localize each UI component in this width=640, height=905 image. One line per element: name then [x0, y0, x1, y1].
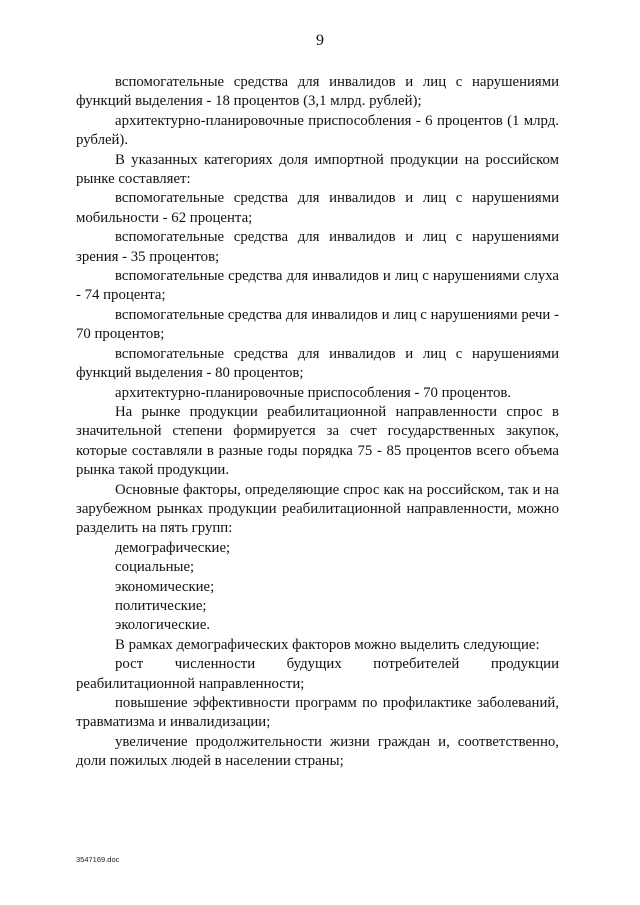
paragraph: повышение эффективности программ по профилактике заболеваний, травматизма и инвалидизации; — [76, 695, 559, 731]
paragraph: Основные факторы, определяющие спрос как на российском, так и на зарубежном рынках продукции реабилитационной направленности, можно разделить на пять групп: — [76, 481, 559, 537]
paragraph: вспомогательные средства для инвалидов и лиц с нарушениями слуха - 74 процента; — [76, 268, 559, 304]
body-text — [76, 73, 559, 772]
paragraph: вспомогательные средства для инвалидов и лиц с нарушениями речи - 70 процентов; — [76, 306, 559, 343]
paragraph: В рамках демографических факторов можно выделить следующие: — [115, 636, 540, 653]
paragraph: вспомогательные средства для инвалидов и лиц с нарушениями мобильности - 62 процента; — [76, 190, 559, 226]
paragraph: вспомогательные средства для инвалидов и лиц с нарушениями зрения - 35 процентов; — [76, 229, 559, 265]
paragraph: архитектурно-планировочные приспособления - 70 процентов. — [115, 384, 512, 401]
page-number: 9 — [316, 32, 324, 49]
list-item: демографические; — [115, 539, 231, 556]
list-item: социальные; — [115, 559, 195, 576]
list-item: экологические. — [115, 617, 211, 634]
list-item: экономические; — [115, 578, 215, 595]
paragraph: В указанных категориях доля импортной продукции на российском рынке составляет: — [76, 151, 559, 188]
paragraph: архитектурно-планировочные приспособления - 6 процентов (1 млрд. рублей). — [76, 112, 559, 149]
paragraph: вспомогательные средства для инвалидов и лиц с нарушениями функций выделения - 18 процентов (3,1 млрд. рублей); — [76, 74, 559, 110]
paragraph: На рынке продукции реабилитационной направленности спрос в значительной степени формируется за счет государственных закупок, которые составляли в разные годы порядка 75 - 85 процентов всего объема рынка такой продукции. — [76, 403, 559, 479]
paragraph: рост численности будущих потребителей продукции реабилитационной направленности; — [76, 656, 559, 692]
footer-filename: 3547169.doc — [76, 855, 120, 864]
paragraph: вспомогательные средства для инвалидов и лиц с нарушениями функций выделения - 80 процентов; — [76, 345, 559, 382]
list-item: политические; — [115, 597, 207, 614]
paragraph: увеличение продолжительности жизни граждан и, соответственно, доли пожилых людей в населении страны; — [76, 733, 559, 770]
